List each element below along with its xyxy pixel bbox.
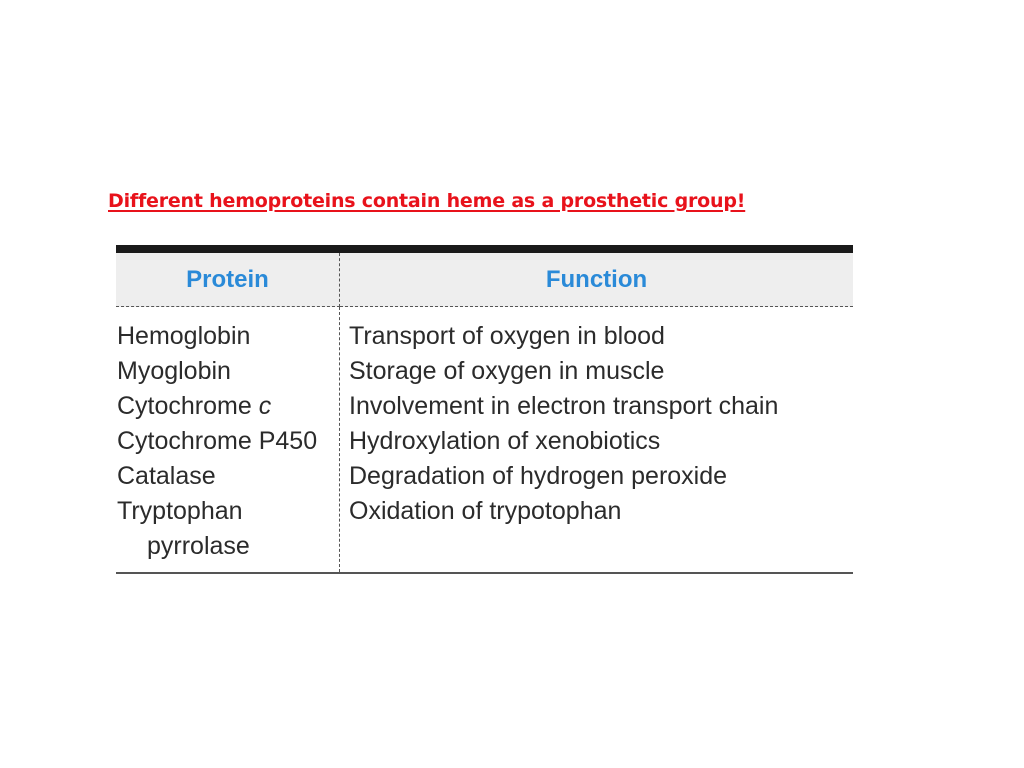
- table-top-rule: [116, 245, 853, 253]
- protein-cell-continuation: pyrrolase: [147, 532, 250, 560]
- table: [116, 253, 853, 572]
- protein-column: [116, 307, 340, 573]
- protein-cell: Catalase: [117, 462, 216, 490]
- function-cell: Degradation of hydrogen peroxide: [349, 462, 728, 490]
- protein-cell-italic: c: [258, 392, 272, 420]
- function-column: [340, 307, 854, 573]
- table-bottom-rule: [116, 572, 853, 574]
- protein-cell: Hemoglobin: [117, 322, 251, 350]
- protein-cell: Tryptophan: [117, 497, 243, 525]
- header-protein: Protein: [116, 253, 340, 307]
- table-body-row: [116, 307, 853, 573]
- header-function: Function: [340, 253, 854, 307]
- function-cell: Oxidation of trypotophan: [349, 497, 622, 525]
- function-cell: Hydroxylation of xenobiotics: [349, 427, 661, 455]
- slide-title: Different hemoproteins contain heme as a prosthetic group!: [108, 190, 746, 212]
- protein-cell: [117, 389, 339, 424]
- function-cell: Transport of oxygen in blood: [349, 322, 665, 350]
- hemoprotein-table: [116, 245, 853, 574]
- protein-cell: Myoglobin: [117, 357, 231, 385]
- function-cell: Storage of oxygen in muscle: [349, 357, 665, 385]
- table-header-row: [116, 253, 853, 307]
- function-cell: Involvement in electron transport chain: [349, 392, 779, 420]
- protein-cell: Cytochrome P450: [117, 427, 318, 455]
- protein-cell-prefix: Cytochrome: [117, 392, 259, 420]
